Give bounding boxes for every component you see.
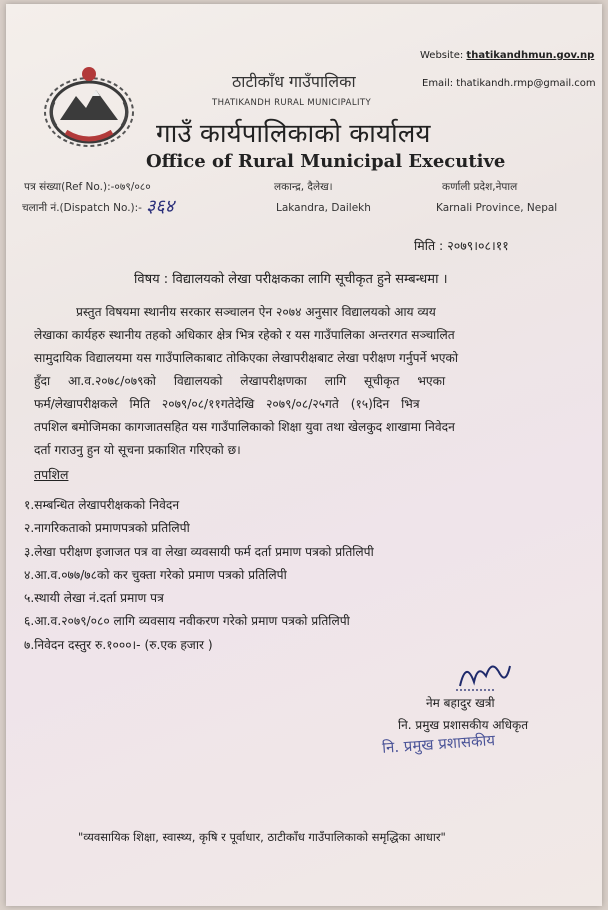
signer-name: नेम बहादुर खत्री: [426, 696, 495, 710]
list-item: १.सम्बन्धित लेखापरीक्षकको निवेदन: [24, 498, 180, 512]
body-line: लेखाका कार्यहरु स्थानीय तहको अधिकार क्षेत्र भित्र रहेको र यस गाउँपालिका अन्तरगत सञ्चालित: [34, 328, 455, 342]
municipality-name-english: THATIKANDH RURAL MUNICIPALITY: [212, 98, 372, 108]
ref-number: पत्र संख्या(Ref No.):-०७९/०८०: [24, 181, 151, 193]
email-line: Email: thatikandh.rmp@gmail.com: [422, 78, 596, 89]
list-item: २.नागरिकताको प्रमाणपत्रको प्रतिलिपी: [24, 521, 190, 536]
list-item: ७.निवेदन दस्तुर रु.१०००।- (रु.एक हजार ): [24, 637, 213, 652]
signer-title: नि. प्रमुख प्रशासकीय अधिकृत: [398, 718, 529, 732]
nepal-emblem-icon: [40, 62, 138, 150]
website-line: [420, 50, 594, 61]
location-nepali: लकान्द्र, दैलेख।: [274, 181, 333, 193]
dispatch-number: ३६४: [146, 196, 175, 217]
dispatch-label: चलानी नं.(Dispatch No.):-: [22, 202, 142, 214]
letter-subject: विषय : विद्यालयको लेखा परीक्षकका लागि सूचीकृत हुने सम्बन्धमा ।: [134, 272, 448, 287]
letter-date: मिति : २०७९।०८।११: [414, 238, 509, 253]
body-line: दर्ता गराउनु हुन यो सूचना प्रकाशित गरिएको छ।: [34, 443, 241, 457]
website-link[interactable]: thatikandhmun.gov.np: [466, 50, 595, 61]
list-item: ५.स्थायी लेखा नं.दर्ता प्रमाण पत्र: [24, 591, 164, 606]
list-item: ३.लेखा परीक्षण इजाजत पत्र वा लेखा व्यवसायी फर्म दर्ता प्रमाण पत्रको प्रतिलिपी: [24, 544, 374, 559]
letter-page: [6, 4, 602, 906]
signature-mark: [456, 656, 514, 692]
body-line: प्रस्तुत विषयमा स्थानीय सरकार सञ्चालन ऐन २०७४ अनुसार विद्यालयको आय व्यय: [76, 305, 436, 319]
office-name-nepali: गाउँ कार्यपालिकाको कार्यालय: [156, 119, 431, 149]
website-label: Website:: [420, 50, 464, 61]
body-line: फर्म/लेखापरीक्षकले मिति २०७९/०८/११गतेदेखि २०७९/०८/२५गते (१५)दिन भित्र: [34, 397, 420, 411]
letter-body: [34, 301, 574, 462]
office-name-english: Office of Rural Municipal Executive: [146, 151, 506, 172]
province-nepali: कर्णाली प्रदेश,नेपाल: [442, 181, 518, 193]
footer-motto: "व्यवसायिक शिक्षा, स्वास्थ्य, कृषि र पूर्वाधार, ठाटीकाँध गाउँपालिकाको समृद्धिका आधार": [78, 830, 446, 844]
body-line: सामुदायिक विद्यालयमा यस गाउँपालिकाबाट तोकिएका लेखापरीक्षबाट लेखा परीक्षण गर्नुपर्ने भएको: [34, 351, 459, 365]
body-line: हुँदा आ.व.२०७८/०७९को विद्यालयको लेखापरीक्षणका लागि सूचीकृत भएका: [34, 374, 446, 388]
list-item: ६.आ.व.२०७९/०८० लागि व्यवसाय नवीकरण गरेको प्रमाण पत्रको प्रतिलिपी: [24, 614, 350, 629]
tapasil-heading: तपशिल: [34, 467, 69, 482]
location-english: Lakandra, Dailekh: [276, 202, 371, 214]
province-english: Karnali Province, Nepal: [436, 202, 558, 214]
municipality-name-nepali: ठाटीकाँध गाउँपालिका: [232, 72, 356, 91]
official-stamp: नि. प्रमुख प्रशासकीय: [381, 731, 496, 757]
tapasil-list: [24, 496, 374, 659]
list-item: ४.आ.व.०७७/७८को कर चुक्ता गरेको प्रमाण पत्रको प्रतिलिपी: [24, 567, 287, 582]
body-line: तपशिल बमोजिमका कागजातसहित यस गाउँपालिकाको शिक्षा युवा तथा खेलकुद शाखामा निवेदन: [34, 420, 455, 434]
